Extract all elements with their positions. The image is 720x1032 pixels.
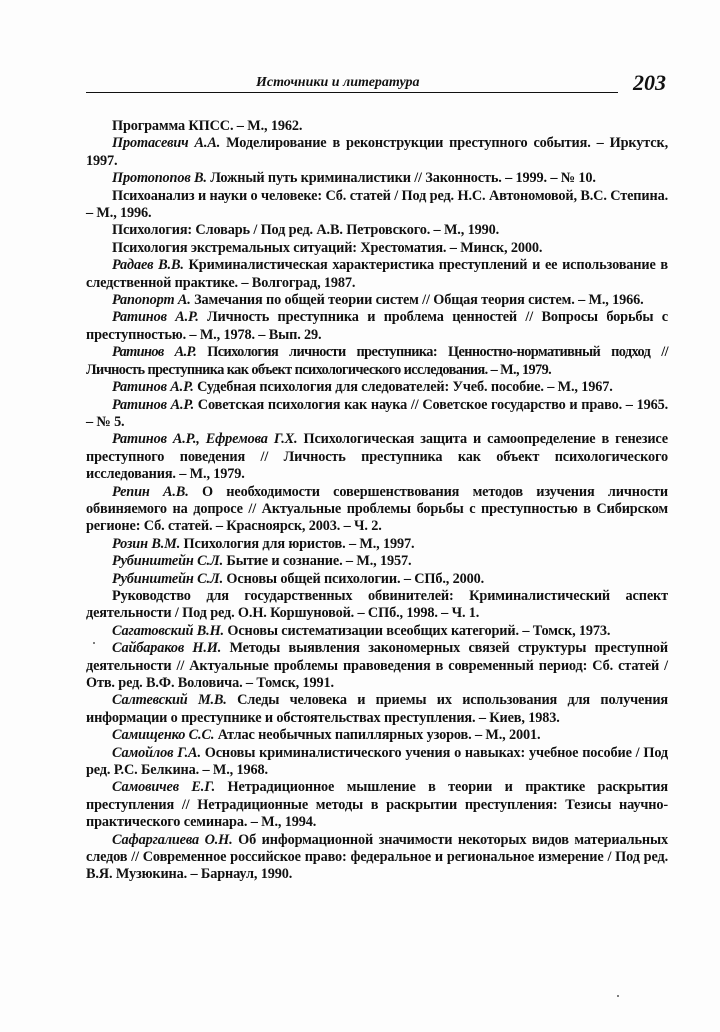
page-number: 203 xyxy=(633,70,666,95)
entry-text: Нетрадиционное мышление в теории и практике раскрытия преступления // Нетрадиционные методы в раскрытии преступления: Тезисы научно-практического семинара. – М., 1994. xyxy=(86,779,668,831)
entry-text: Бытие и сознание. – М., 1957. xyxy=(223,553,412,570)
entry-author: Ратинов А.Р. xyxy=(112,379,194,396)
bibliography-entry xyxy=(86,727,668,744)
entry-author: Радаев В.В. xyxy=(112,257,184,274)
bibliography-entry xyxy=(86,640,668,692)
bibliography-entry xyxy=(86,536,668,553)
entry-text: О необходимости совершенствования методов изучения личности обвиняемого на допросе // Актуальные проблемы борьбы с преступностью в Сибирском регионе: Сб. статей. – Красноярск, 2003. – Ч. 2. xyxy=(86,483,668,535)
entry-text: Методы выявления закономерных связей структуры преступной деятельности // Актуальные проблемы правоведения в современный период: Сб. статей / Отв. ред. В.Ф. Воловича. – Томск, 1991. xyxy=(86,640,668,691)
print-speck xyxy=(617,995,619,997)
entry-author: Ратинов А.Р. xyxy=(112,309,199,326)
entry-author: Ратинов А.Р., Ефремова Г.Х. xyxy=(112,431,298,448)
bibliography-entry xyxy=(86,484,668,536)
entry-text: Психология экстремальных ситуаций: Хрестоматия. – Минск, 2000. xyxy=(112,239,543,256)
bibliography-entry xyxy=(86,779,668,831)
entry-text: Следы человека и приемы их использования для получения информации о преступнике и обстоятельствах преступления. – Киев, 1983. xyxy=(86,692,669,726)
bibliography-entry xyxy=(86,222,668,239)
bibliography-entry xyxy=(86,170,668,187)
entry-author: Репин А.В. xyxy=(112,483,189,500)
entry-author: Салтевский М.В. xyxy=(112,692,227,709)
entry-author: Рубинштейн С.Л. xyxy=(112,553,223,570)
entry-author: Рапопорт А. xyxy=(112,292,191,309)
bibliography-entry xyxy=(86,257,668,292)
entry-text: Основы общей психологии. – СПб., 2000. xyxy=(223,570,485,587)
entry-text: Замечания по общей теории систем // Общая теория систем. – М., 1966. xyxy=(190,292,644,309)
entry-author: Рубинштейн С.Л. xyxy=(112,570,223,587)
entry-author: Сагатовский В.Н. xyxy=(112,622,224,639)
entry-text: Советская психология как наука // Советское государство и право. – 1965. – № 5. xyxy=(86,396,668,430)
entry-author: Ратинов А.Р. xyxy=(112,344,197,361)
running-header xyxy=(86,72,666,102)
bibliography-entry xyxy=(86,692,668,727)
bibliography-entry xyxy=(86,623,668,640)
entry-author: Розин В.М. xyxy=(112,535,181,552)
entry-text: Психология для юристов. – М., 1997. xyxy=(180,535,415,552)
bibliography-entry xyxy=(86,588,668,623)
entry-author: Протасевич А.А. xyxy=(112,135,221,152)
bibliography-entry xyxy=(86,745,668,780)
bibliography-entry xyxy=(86,553,668,570)
bibliography-entry xyxy=(86,188,668,223)
print-speck xyxy=(93,642,95,644)
bibliography-list xyxy=(86,118,668,884)
entry-author: Протопопов В. xyxy=(112,170,207,187)
bibliography-entry xyxy=(86,379,668,396)
bibliography-entry xyxy=(86,832,668,884)
bibliography-entry xyxy=(86,118,668,135)
bibliography-entry xyxy=(86,397,668,432)
entry-author: Самойлов Г.А. xyxy=(112,744,201,761)
bibliography-entry xyxy=(86,571,668,588)
entry-text: Об информационной значимости некоторых видов материальных следов // Современное российское право: федеральное и региональное измерение / Под ред. В.Я. Музюкина. – Барнаул, 1990. xyxy=(86,831,669,883)
bibliography-entry xyxy=(86,344,668,379)
entry-text: Ложный путь криминалистики // Законность. – 1999. – № 10. xyxy=(206,170,596,187)
entry-text: Руководство для государственных обвинителей: Криминалистический аспект деятельности / Под ред. О.Н. Коршуновой. – СПб., 1998. – Ч. 1. xyxy=(86,587,668,622)
entry-text: Криминалистическая характеристика преступлений и ее использование в следственной практике. – Волгоград, 1987. xyxy=(86,257,668,291)
entry-text: Психологическая защита и самоопределение в генезисе преступного поведения // Личность преступника как объект психологического исследования. – М., 1979. xyxy=(86,431,668,483)
entry-text: Основы криминалистического учения о навыках: учебное пособие / Под ред. Р.С. Белкина. – М., 1968. xyxy=(86,744,668,779)
entry-text: Психология: Словарь / Под ред. А.В. Петровского. – М., 1990. xyxy=(112,222,499,239)
header-rule xyxy=(86,92,618,93)
entry-author: Сайбараков Н.И. xyxy=(112,640,222,657)
entry-text: Атлас необычных папиллярных узоров. – М., 2001. xyxy=(214,727,541,744)
entry-author: Самовичев Е.Г. xyxy=(112,779,216,796)
entry-text: Личность преступника и проблема ценностей // Вопросы борьбы с преступностью. – М., 1978. – Вып. 29. xyxy=(86,309,668,343)
bibliography-entry xyxy=(86,309,668,344)
entry-author: Самищенко С.С. xyxy=(112,727,215,744)
bibliography-entry xyxy=(86,135,668,170)
entry-author: Сафаргалиева О.Н. xyxy=(112,831,233,848)
entry-text: Моделирование в реконструкции преступного события. – Иркутск, 1997. xyxy=(86,135,669,169)
entry-text: Психоанализ и науки о человеке: Сб. статей / Под ред. Н.С. Автономовой, В.С. Степина. – М., 1996. xyxy=(86,187,668,222)
bibliography-entry xyxy=(86,240,668,257)
entry-text: Основы систематизации всеобщих категорий. – Томск, 1973. xyxy=(223,622,611,639)
entry-author: Ратинов А.Р. xyxy=(112,396,195,413)
bibliography-entry xyxy=(86,292,668,309)
bibliography-entry xyxy=(86,431,668,483)
entry-text: Психология личности преступника: Ценностно-нормативный подход // Личность преступника как объект психологического исследования. – М., 1979. xyxy=(86,344,668,378)
entry-text: Судебная психология для следователей: Учеб. пособие. – М., 1967. xyxy=(193,379,613,396)
entry-text: Программа КПСС. – М., 1962. xyxy=(112,118,303,134)
running-title: Источники и литература xyxy=(256,75,420,90)
